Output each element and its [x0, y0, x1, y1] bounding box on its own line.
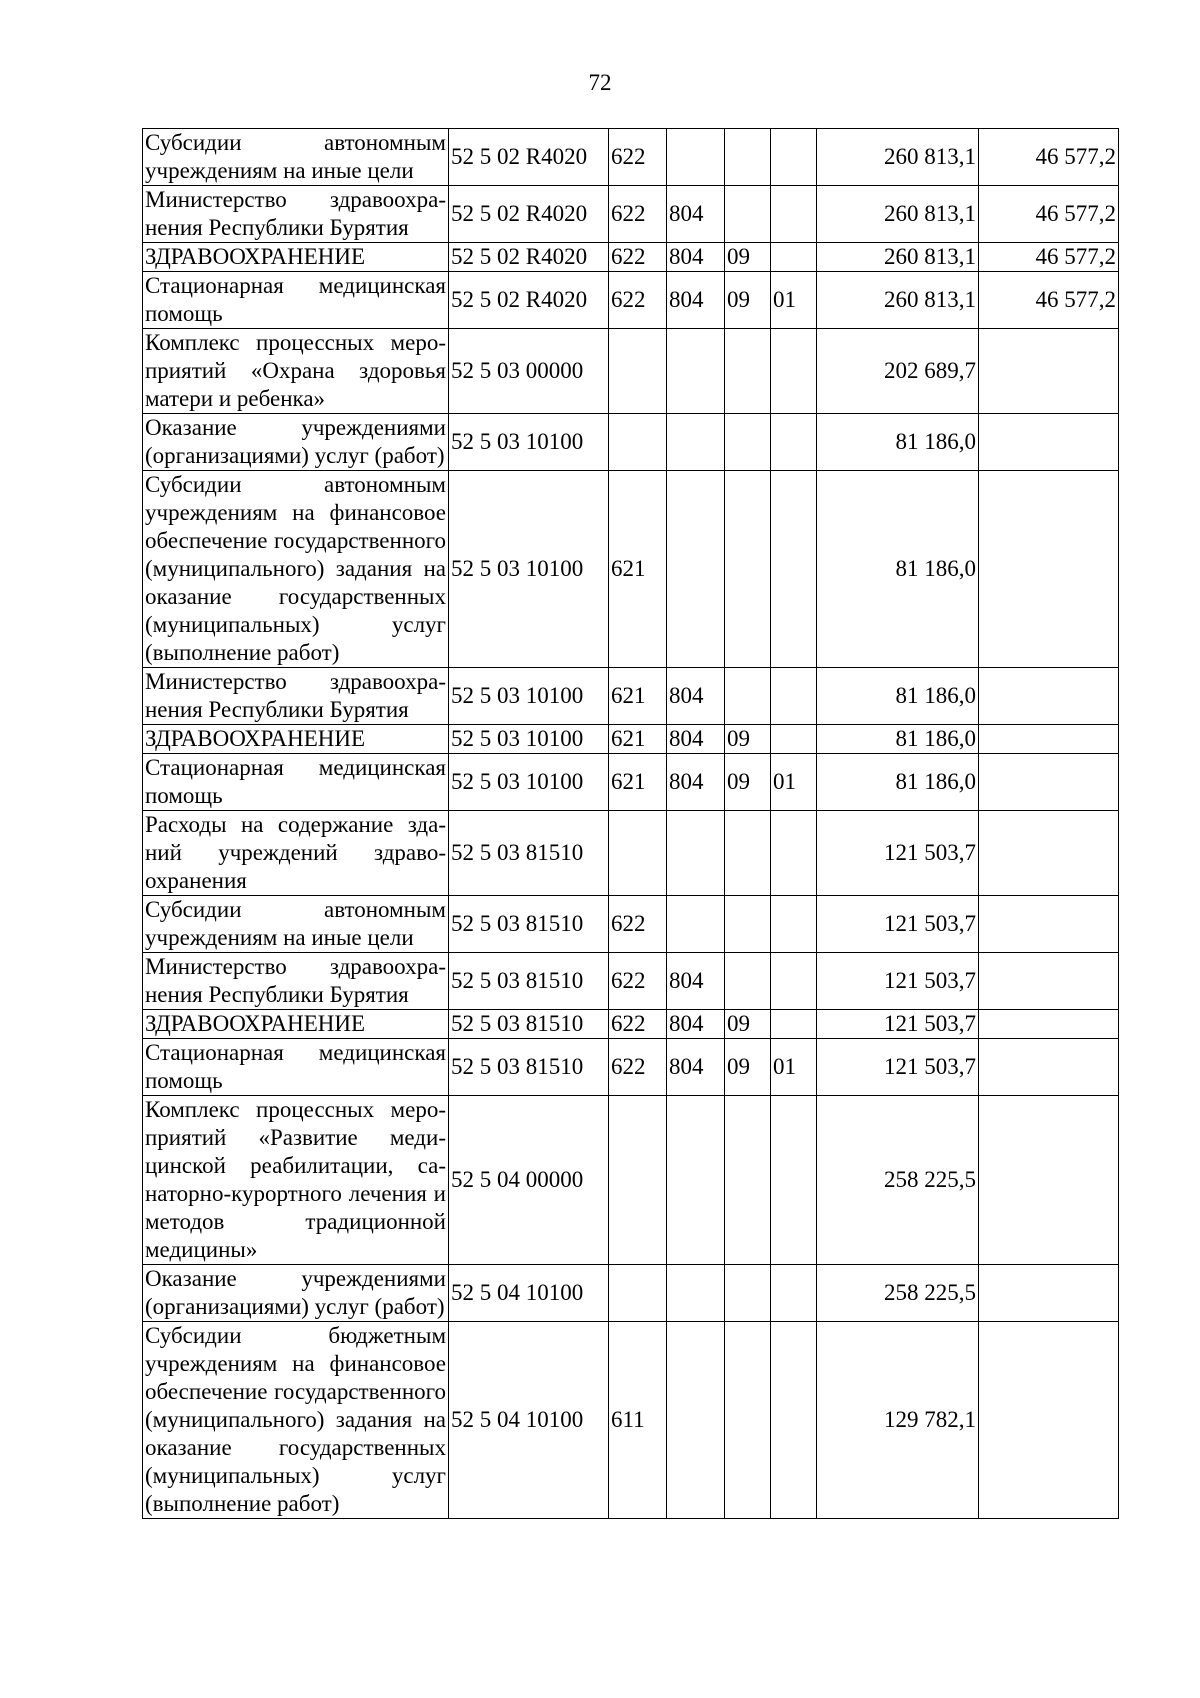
- item-name-cell: Субсидии автономным учреждениям на иные цели: [143, 129, 449, 186]
- subsection-cell: [771, 725, 817, 754]
- department-cell: [667, 471, 725, 668]
- amount-cell: 121 503,7: [817, 1010, 979, 1039]
- item-name-cell: Расходы на содержание зданий учреждений здравоохранения: [143, 811, 449, 896]
- subsection-cell: [771, 896, 817, 953]
- department-cell: [667, 329, 725, 414]
- amount-cell: 81 186,0: [817, 725, 979, 754]
- department-cell: 804: [667, 754, 725, 811]
- section-cell: [725, 896, 771, 953]
- department-cell: 804: [667, 953, 725, 1010]
- subsection-cell: [771, 1010, 817, 1039]
- table-row: [143, 1039, 1119, 1096]
- section-cell: [725, 414, 771, 471]
- department-cell: [667, 1322, 725, 1519]
- expense-type-cell: 622: [609, 1039, 667, 1096]
- section-cell: [725, 668, 771, 725]
- federal-amount-cell: [979, 1096, 1119, 1265]
- expense-type-cell: [609, 1096, 667, 1265]
- section-cell: 09: [725, 725, 771, 754]
- item-name-cell: Субсидии автономным учреждениям на финансовое обеспечение государственного (муниципального) задания на оказание государственных (муниципальных) услуг (выполнение работ): [143, 471, 449, 668]
- section-cell: 09: [725, 243, 771, 272]
- federal-amount-cell: [979, 414, 1119, 471]
- expense-type-cell: [609, 811, 667, 896]
- amount-cell: 202 689,7: [817, 329, 979, 414]
- subsection-cell: 01: [771, 754, 817, 811]
- target-article-cell: 52 5 03 10100: [449, 754, 609, 811]
- amount-cell: 81 186,0: [817, 668, 979, 725]
- target-article-cell: 52 5 04 10100: [449, 1265, 609, 1322]
- section-cell: [725, 1322, 771, 1519]
- table-row: [143, 1096, 1119, 1265]
- amount-cell: 81 186,0: [817, 471, 979, 668]
- subsection-cell: [771, 1322, 817, 1519]
- department-cell: 804: [667, 186, 725, 243]
- federal-amount-cell: [979, 668, 1119, 725]
- section-cell: [725, 329, 771, 414]
- federal-amount-cell: 46 577,2: [979, 129, 1119, 186]
- federal-amount-cell: [979, 725, 1119, 754]
- item-name-cell: Комплекс процессных мероприятий «Охрана здоровья матери и ребенка»: [143, 329, 449, 414]
- amount-cell: 260 813,1: [817, 272, 979, 329]
- item-name-cell: Министерство здравоохранения Республики Бурятия: [143, 953, 449, 1010]
- department-cell: [667, 414, 725, 471]
- amount-cell: 121 503,7: [817, 953, 979, 1010]
- table-row: [143, 896, 1119, 953]
- item-name-cell: Субсидии автономным учреждениям на иные цели: [143, 896, 449, 953]
- item-name-cell: Комплекс процессных мероприятий «Развитие медицинской реабилитации, санаторно-курортного лечения и методов традиционной медицины»: [143, 1096, 449, 1265]
- target-article-cell: 52 5 02 R4020: [449, 186, 609, 243]
- subsection-cell: 01: [771, 1039, 817, 1096]
- federal-amount-cell: 46 577,2: [979, 272, 1119, 329]
- subsection-cell: [771, 243, 817, 272]
- subsection-cell: [771, 953, 817, 1010]
- expense-type-cell: [609, 1265, 667, 1322]
- target-article-cell: 52 5 03 10100: [449, 668, 609, 725]
- expense-type-cell: 621: [609, 725, 667, 754]
- subsection-cell: 01: [771, 272, 817, 329]
- subsection-cell: [771, 129, 817, 186]
- amount-cell: 81 186,0: [817, 414, 979, 471]
- target-article-cell: 52 5 04 10100: [449, 1322, 609, 1519]
- federal-amount-cell: [979, 471, 1119, 668]
- item-name-cell: Стационарная медицинская помощь: [143, 272, 449, 329]
- target-article-cell: 52 5 03 10100: [449, 471, 609, 668]
- section-cell: [725, 129, 771, 186]
- section-cell: [725, 471, 771, 668]
- subsection-cell: [771, 668, 817, 725]
- item-name-cell: ЗДРАВООХРАНЕНИЕ: [143, 243, 449, 272]
- page-number: 72: [588, 70, 612, 95]
- expense-type-cell: 621: [609, 471, 667, 668]
- item-name-cell: Субсидии бюджетным учреждениям на финансовое обеспечение государственного (муниципального) задания на оказание государственных (муниципальных) услуг (выполнение работ): [143, 1322, 449, 1519]
- department-cell: [667, 129, 725, 186]
- target-article-cell: 52 5 03 10100: [449, 725, 609, 754]
- federal-amount-cell: 46 577,2: [979, 243, 1119, 272]
- section-cell: [725, 811, 771, 896]
- table-row: [143, 186, 1119, 243]
- target-article-cell: 52 5 04 00000: [449, 1096, 609, 1265]
- target-article-cell: 52 5 02 R4020: [449, 272, 609, 329]
- item-name-cell: Стационарная медицинская помощь: [143, 1039, 449, 1096]
- federal-amount-cell: 46 577,2: [979, 186, 1119, 243]
- amount-cell: 121 503,7: [817, 811, 979, 896]
- expense-type-cell: 611: [609, 1322, 667, 1519]
- amount-cell: 121 503,7: [817, 896, 979, 953]
- item-name-cell: Оказание учреждениями (организациями) услуг (работ): [143, 1265, 449, 1322]
- department-cell: [667, 896, 725, 953]
- expense-type-cell: 622: [609, 186, 667, 243]
- item-name-cell: Министерство здравоохранения Республики Бурятия: [143, 186, 449, 243]
- budget-table-body: [143, 129, 1119, 1519]
- department-cell: 804: [667, 1010, 725, 1039]
- subsection-cell: [771, 186, 817, 243]
- federal-amount-cell: [979, 953, 1119, 1010]
- subsection-cell: [771, 811, 817, 896]
- subsection-cell: [771, 1096, 817, 1265]
- department-cell: [667, 1096, 725, 1265]
- department-cell: [667, 811, 725, 896]
- table-row: [143, 754, 1119, 811]
- subsection-cell: [771, 471, 817, 668]
- target-article-cell: 52 5 03 00000: [449, 329, 609, 414]
- item-name-cell: ЗДРАВООХРАНЕНИЕ: [143, 725, 449, 754]
- federal-amount-cell: [979, 1039, 1119, 1096]
- target-article-cell: 52 5 02 R4020: [449, 243, 609, 272]
- target-article-cell: 52 5 03 81510: [449, 1010, 609, 1039]
- federal-amount-cell: [979, 896, 1119, 953]
- department-cell: 804: [667, 725, 725, 754]
- table-row: [143, 668, 1119, 725]
- item-name-cell: Оказание учреждениями (организациями) услуг (работ): [143, 414, 449, 471]
- expense-type-cell: 621: [609, 754, 667, 811]
- department-cell: 804: [667, 668, 725, 725]
- department-cell: 804: [667, 1039, 725, 1096]
- section-cell: 09: [725, 754, 771, 811]
- federal-amount-cell: [979, 329, 1119, 414]
- amount-cell: 121 503,7: [817, 1039, 979, 1096]
- federal-amount-cell: [979, 811, 1119, 896]
- amount-cell: 129 782,1: [817, 1322, 979, 1519]
- section-cell: [725, 1096, 771, 1265]
- table-row: [143, 243, 1119, 272]
- expense-type-cell: [609, 414, 667, 471]
- section-cell: [725, 186, 771, 243]
- expense-type-cell: 621: [609, 668, 667, 725]
- table-row: [143, 725, 1119, 754]
- federal-amount-cell: [979, 1322, 1119, 1519]
- expense-type-cell: 622: [609, 1010, 667, 1039]
- target-article-cell: 52 5 03 81510: [449, 896, 609, 953]
- amount-cell: 258 225,5: [817, 1096, 979, 1265]
- expense-type-cell: 622: [609, 896, 667, 953]
- amount-cell: 81 186,0: [817, 754, 979, 811]
- table-row: [143, 471, 1119, 668]
- section-cell: 09: [725, 1039, 771, 1096]
- target-article-cell: 52 5 02 R4020: [449, 129, 609, 186]
- target-article-cell: 52 5 03 81510: [449, 1039, 609, 1096]
- table-row: [143, 129, 1119, 186]
- table-row: [143, 1265, 1119, 1322]
- expense-type-cell: 622: [609, 953, 667, 1010]
- expense-type-cell: 622: [609, 272, 667, 329]
- expense-type-cell: 622: [609, 243, 667, 272]
- section-cell: 09: [725, 1010, 771, 1039]
- amount-cell: 260 813,1: [817, 186, 979, 243]
- item-name-cell: Министерство здравоохранения Республики Бурятия: [143, 668, 449, 725]
- table-row: [143, 414, 1119, 471]
- table-row: [143, 811, 1119, 896]
- target-article-cell: 52 5 03 81510: [449, 953, 609, 1010]
- item-name-cell: Стационарная медицинская помощь: [143, 754, 449, 811]
- target-article-cell: 52 5 03 81510: [449, 811, 609, 896]
- section-cell: [725, 1265, 771, 1322]
- amount-cell: 258 225,5: [817, 1265, 979, 1322]
- expense-type-cell: [609, 329, 667, 414]
- federal-amount-cell: [979, 754, 1119, 811]
- amount-cell: 260 813,1: [817, 243, 979, 272]
- subsection-cell: [771, 414, 817, 471]
- item-name-cell: ЗДРАВООХРАНЕНИЕ: [143, 1010, 449, 1039]
- section-cell: [725, 953, 771, 1010]
- amount-cell: 260 813,1: [817, 129, 979, 186]
- department-cell: 804: [667, 272, 725, 329]
- table-row: [143, 1010, 1119, 1039]
- department-cell: [667, 1265, 725, 1322]
- federal-amount-cell: [979, 1010, 1119, 1039]
- department-cell: 804: [667, 243, 725, 272]
- federal-amount-cell: [979, 1265, 1119, 1322]
- subsection-cell: [771, 329, 817, 414]
- subsection-cell: [771, 1265, 817, 1322]
- target-article-cell: 52 5 03 10100: [449, 414, 609, 471]
- table-row: [143, 1322, 1119, 1519]
- table-row: [143, 272, 1119, 329]
- table-row: [143, 329, 1119, 414]
- section-cell: 09: [725, 272, 771, 329]
- expense-type-cell: 622: [609, 129, 667, 186]
- table-row: [143, 953, 1119, 1010]
- budget-table: [142, 128, 1119, 1519]
